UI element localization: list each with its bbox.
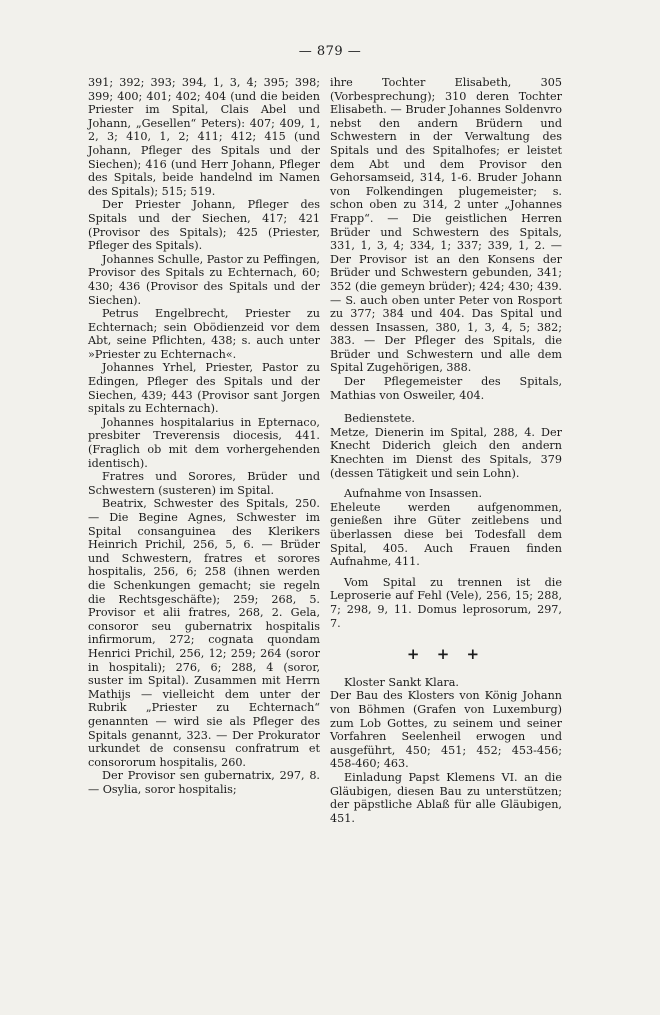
- paragraph: Aufnahme von Insassen.: [344, 487, 483, 501]
- paragraph: Eheleute werden aufgenommen, genießen ihre Güter zeitlebens und überlassen diese bei Todesfall dem Spital, 405. Auch Frauen finden Aufnahme, 411.: [330, 500, 562, 569]
- paragraph: ihre Tochter Elisabeth, 305 (Vorbesprechung); 310 deren Tochter Elisabeth. — Bruder Johannes Soldenvro nebst den andern Brüdern und Schwestern in der Verwaltung des Spitals und des Spitalhofes; er leistet dem Abt und dem Provisor den Gehorsamseid, 314, 1-6. Bruder Johann von Folkendingen plugemeister; s. schon oben zu 314, 2 unter „Johannes Frapp“. — Die geistlichen Herren Brüder und Schwestern des Spitals, 331, 1, 3, 4; 334, 1; 337; 339, 1, 2. — Der Provisor ist an den Konsens der Brüder und Schwestern gebunden, 341; 352 (die gemeyn brüder); 424; 430; 439. — S. auch oben unter Peter von Rosport zu 377; 384 und 404. Das Spital und dessen Insassen, 380, 1, 3, 4, 5; 382; 383. — Der Pfleger des Spitals, die Brüder und Schwestern und alle dem Spital Zugehörigen, 388.: [330, 76, 562, 375]
- paragraph: Bedienstete.: [344, 412, 415, 426]
- page-number: — 879 —: [298, 44, 362, 59]
- section-divider-crosses: + + +: [406, 645, 486, 664]
- paragraph: Vom Spital zu trennen ist die Leproserie auf Fehl (Vele), 256, 15; 288, 7; 298, 9, 11. Domus leprosorum, 297, 7.: [330, 575, 562, 630]
- right-column-lower: [330, 676, 562, 826]
- paragraph: Johannes Schulle, Pastor zu Peffingen, Provisor des Spitals zu Echternach, 60; 430; 436 (Provisor des Spitals und der Siechen).: [88, 252, 320, 307]
- paragraph: 391; 392; 393; 394, 1, 3, 4; 395; 398; 399; 400; 401; 402; 404 (und die beiden Priester im Spital, Clais Abel und Johann, „Gesellen“ Peters): 407; 409, 1, 2, 3; 410, 1, 2; 411; 412; 415 (und Johann, Pfleger des Spitals und der Siechen); 416 (und Herr Johann, Pfleger des Spitals, beide handelnd im Namen des Spitals); 515; 519.: [88, 76, 320, 198]
- paragraph: Fratres und Sorores, Brüder und Schwestern (susteren) im Spital.: [88, 470, 320, 497]
- paragraph: Johannes hospitalarius in Epternaco, presbiter Treverensis diocesis, 441. (Fraglich ob mit dem vorhergehenden identisch).: [88, 415, 320, 470]
- paragraph: Beatrix, Schwester des Spitals, 250. — Die Begine Agnes, Schwester im Spital consanguinea des Klerikers Heinrich Prichil, 256, 5, 6. — Brüder und Schwestern, fratres et sorores hospitalis, 256, 6; 258 (ihnen werden die Schenkungen gemacht; sie regeln die Rechtsgeschäfte); 259; 268, 5. Provisor et alii fratres, 268, 2. Gela, consoror seu gubernatrix hospitalis infirmorum, 272; cognata quondam Henrici Prichil, 256, 12; 259; 264 (soror in hospitali); 276, 6; 288, 4 (soror, suster im Spital). Zusammen mit Herrn Mathijs — vielleicht dem unter der Rubrik „Priester zu Echternach“ genannten — wird sie als Pfleger des Spitals genannt, 323. — Der Prokurator urkundet de consensu confratrum et consororum hospitalis, 260.: [88, 497, 320, 769]
- paragraph: Metze, Dienerin im Spital, 288, 4. Der Knecht Diderich gleich den andern Knechten im Dienst des Spitals, 379 (dessen Tätigkeit und sein Lohn).: [330, 425, 562, 480]
- paragraph: Petrus Engelbrecht, Priester zu Echternach; sein Obödienzeid vor dem Abt, seine Pflichten, 438; s. auch unter »Priester zu Echternach«.: [88, 307, 320, 361]
- paragraph: Der Bau des Klosters von König Johann von Böhmen (Grafen von Luxemburg) zum Lob Gottes, zu seinem und seiner Vorfahren Seelenheil erwogen und ausgeführt, 450; 451; 452; 453-456; 458-460; 463.: [330, 689, 562, 771]
- paragraph: Einladung Papst Klemens VI. an die Gläubigen, diesen Bau zu unterstützen; der päpstliche Ablaß für alle Gläubigen, 451.: [330, 770, 562, 825]
- paragraph: Der Pflegemeister des Spitals, Mathias von Osweiler, 404.: [330, 375, 562, 402]
- right-column: [330, 76, 562, 825]
- right-column-upper: [330, 76, 562, 630]
- paragraph: Der Priester Johann, Pfleger des Spitals und der Siechen, 417; 421 (Provisor des Spitals); 425 (Priester, Pfleger des Spitals).: [88, 198, 320, 253]
- paragraph: Der Provisor sen gubernatrix, 297, 8. — Osylia, soror hospitalis;: [88, 769, 320, 796]
- paragraph: Johannes Yrhel, Priester, Pastor zu Edingen, Pfleger des Spitals und der Siechen, 439; 443 (Provisor sant Jorgen spitals zu Echternach).: [88, 361, 320, 416]
- left-column: [88, 76, 320, 796]
- paragraph: Kloster Sankt Klara.: [344, 675, 459, 689]
